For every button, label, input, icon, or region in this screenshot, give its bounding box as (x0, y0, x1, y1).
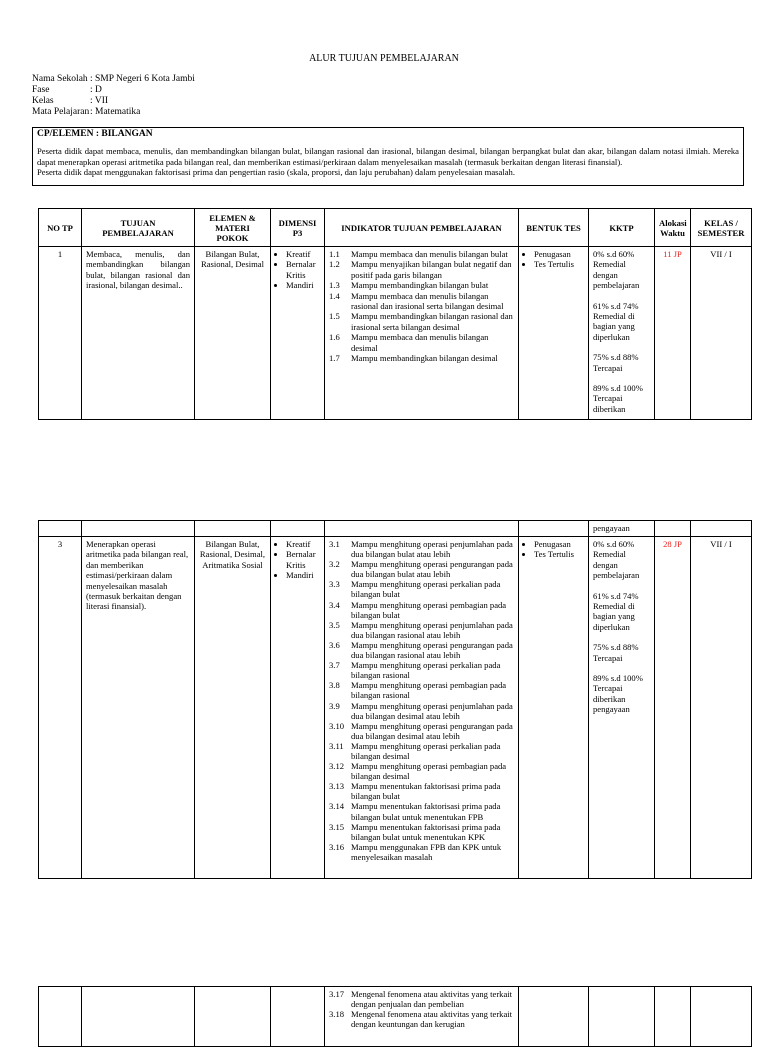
indicator-item: 3.9 Mampu menghitung operasi penjumlahan pada dua bilangan desimal atau lebih (329, 700, 513, 721)
tp-time-allocation: 11 JP (655, 247, 691, 420)
meta-row-phase (32, 85, 195, 96)
kktp-level: 0% s.d 60% Remedial dengan pembelajaran (593, 539, 640, 581)
learning-goals-table-page3 (38, 986, 752, 1047)
test-item: • Penugasan (534, 249, 584, 259)
tp-class-semester: VII / I (691, 247, 752, 420)
test-item: • Penugasan (534, 539, 584, 549)
meta-value: : D (90, 85, 102, 95)
learning-goals-table (38, 208, 752, 420)
kktp-level: 89% s.d 100% Tercapai diberikan pengayaan (593, 673, 643, 715)
meta-value: : SMP Negeri 6 Kota Jambi (90, 74, 195, 84)
indicator-item: 3.6 Mampu menghitung operasi pengurangan pada dua bilangan rasional atau lebih (329, 639, 513, 661)
table-row (39, 247, 752, 420)
table-header-row (39, 209, 752, 247)
indicator-item: 3.10 Mampu menghitung operasi pengurangan pada dua bilangan desimal atau lebih (329, 720, 513, 741)
indicator-item: 3.4 Mampu menghitung operasi pembagian pada bilangan bulat (329, 599, 507, 620)
tp-indicators (325, 537, 519, 879)
indicator-item: 3.14 Mampu menentukan faktorisasi prima pada bilangan bulat untuk menentukan FPB (329, 801, 501, 822)
meta-row-school (32, 74, 195, 85)
indicator-item: 3.2 Mampu menghitung operasi pengurangan pada dua bilangan bulat atau lebih (329, 559, 513, 580)
indicator-item: 3.12 Mampu menghitung operasi pembagian pada bilangan desimal (329, 761, 507, 782)
tp-test-form (519, 537, 589, 879)
tp-kktp (589, 537, 655, 879)
header-elemen: ELEMEN & MATERI POKOK (195, 209, 271, 247)
tp-dimension (271, 537, 325, 879)
table-row-continuation (39, 521, 752, 537)
meta-key: Kelas (32, 96, 54, 106)
indicator-item: 3.3 Mampu menghitung operasi perkalian pada bilangan bulat (329, 579, 501, 600)
meta-key: Mata Pelajaran (32, 107, 90, 117)
dimension-item: • Bernalar Kritis (286, 259, 320, 280)
indicator-item: 3.13 Mampu menentukan faktorisasi prima pada bilangan bulat (329, 781, 501, 802)
header-kelas: KELAS / SEMESTER (691, 209, 752, 247)
tp-test-form (519, 247, 589, 420)
tp-indicators (325, 247, 519, 420)
document-title: ALUR TUJUAN PEMBELAJARAN (309, 53, 459, 64)
indicator-item: 1.6 Mampu membaca dan menulis bilangan desimal (329, 332, 489, 353)
header-kktp: KKTP (589, 209, 655, 247)
header-no: NO TP (39, 209, 82, 247)
tp-class-semester: VII / I (691, 537, 752, 879)
tp-indicators (325, 987, 519, 1047)
tp-dimension (271, 247, 325, 420)
tp-goal: Menerapkan operasi aritmetika pada bilangan real, dan memberikan estimasi/perkiraan dalam menyelesaikan masalah (termasuk berkaitan dengan literasi finansial). (82, 537, 195, 879)
dimension-item: • Mandiri (286, 570, 320, 580)
meta-key: Fase (32, 85, 50, 95)
indicator-item: 3.16 Mampu menggunakan FPB dan KPK untuk menyelesaikan masalah (329, 841, 502, 862)
test-item: • Tes Tertulis (534, 259, 584, 269)
cp-paragraph: Peserta didik dapat membaca, menulis, dan membandingkan bilangan bulat, bilangan rasional dan irasional, bilangan desimal, bilangan berpangkat bulat dan akar, bilangan dalam notasi ilmiah. Mereka dapat menerapkan operasi aritmetika pada bilangan real, dan memberikan estimasi/perkiraan dalam menyelesaikan masalah (termasuk berkaitan dengan literasi finansial). (37, 146, 739, 167)
indicator-item: 1.5 Mampu membandingkan bilangan rasional dan irasional serta bilangan desimal (329, 311, 513, 332)
learning-goals-table-continued (38, 520, 752, 879)
dimension-item: • Mandiri (286, 280, 320, 290)
indicator-item: 3.11 Mampu menghitung operasi perkalian pada bilangan desimal (329, 740, 501, 761)
indicator-item: 1.2 Mampu menyajikan bilangan bulat negatif dan positif pada garis bilangan (329, 259, 512, 280)
kktp-level: 75% s.d 88% Tercapai (593, 352, 639, 373)
dimension-item: • Kreatif (286, 249, 320, 259)
kktp-level: 89% s.d 100% Tercapai diberikan (593, 383, 643, 414)
header-indikator: INDIKATOR TUJUAN PEMBELAJARAN (325, 209, 519, 247)
cp-paragraph: Peserta didik dapat menggunakan faktorisasi prima dan pengertian rasio (skala, proporsi, dan laju perubahan) dalam penyelesaian masalah. (37, 167, 515, 178)
header-alokasi: Alokasi Waktu (655, 209, 691, 247)
meta-value: : Matematika (90, 107, 141, 117)
kktp-level: 0% s.d 60% Remedial dengan pembelajaran (593, 249, 640, 291)
indicator-item: 3.17 Mengenal fenomena atau aktivitas yang terkait dengan penjualan dan pembelian (329, 989, 513, 1010)
meta-row-subject (32, 107, 195, 118)
meta-row-class (32, 96, 195, 107)
indicator-item: 3.7 Mampu menghitung operasi perkalian pada bilangan rasional (329, 660, 501, 681)
indicator-item: 1.4 Mampu membaca dan menulis bilangan rasional dan irasional serta bilangan desimal (329, 290, 504, 312)
kktp-continuation: pengayaan (589, 521, 655, 537)
cp-title: CP/ELEMEN : BILANGAN (37, 129, 153, 139)
tp-number: 3 (39, 537, 82, 879)
tp-kktp (589, 247, 655, 420)
indicator-item: 3.5 Mampu menghitung operasi penjumlahan pada dua bilangan rasional atau lebih (329, 619, 513, 640)
indicator-item: 3.18 Mengenal fenomena atau aktivitas yang terkait dengan keuntungan dan kerugian (329, 1009, 513, 1030)
meta-value: : VII (90, 96, 109, 106)
header-tujuan: TUJUAN PEMBELAJARAN (82, 209, 195, 247)
tp-goal: Membaca, menulis, dan membandingkan bilangan bulat, bilangan rasional dan irasional, bilangan desimal.. (82, 247, 195, 420)
test-item: • Tes Tertulis (534, 549, 584, 559)
kktp-level: 61% s.d 74% Remedial di bagian yang diperlukan (593, 590, 639, 632)
school-meta (32, 74, 195, 118)
indicator-item: 1.7 Mampu membandingkan bilangan desimal (329, 353, 498, 364)
indicator-item: 1.3 Mampu membandingkan bilangan bulat (329, 280, 489, 291)
meta-key: Nama Sekolah (32, 74, 88, 84)
tp-element: Bilangan Bulat, Rasional, Desimal, Aritmatika Sosial (195, 537, 271, 879)
header-dimensi: DIMENSI P3 (271, 209, 325, 247)
indicator-item: 3.8 Mampu menghitung operasi pembagian pada bilangan rasional (329, 680, 507, 701)
cp-element-box (32, 127, 744, 186)
indicator-item: 3.1 Mampu menghitung operasi penjumlahan pada dua bilangan bulat atau lebih (329, 539, 513, 560)
table-row (39, 537, 752, 879)
tp-time-allocation: 28 JP (655, 537, 691, 879)
tp-number: 1 (39, 247, 82, 420)
indicator-item: 3.15 Mampu menentukan faktorisasi prima pada bilangan bulat untuk menentukan KPK (329, 821, 501, 842)
table-row (39, 987, 752, 1047)
kktp-level: 75% s.d 88% Tercapai (593, 642, 639, 663)
tp-element: Bilangan Bulat, Rasional, Desimal (195, 247, 271, 420)
kktp-level: 61% s.d 74% Remedial di bagian yang diperlukan (593, 300, 639, 342)
indicator-item: 1.1 Mampu membaca dan menulis bilangan bulat (329, 249, 508, 259)
dimension-item: • Kreatif (286, 539, 320, 549)
header-bentuk: BENTUK TES (519, 209, 589, 247)
dimension-item: • Bernalar Kritis (286, 549, 320, 570)
